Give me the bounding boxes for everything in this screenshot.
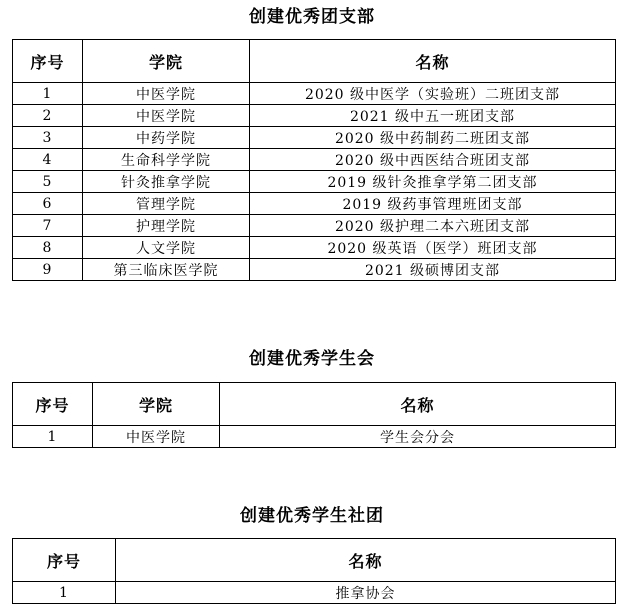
table-row [13,426,616,448]
cell-name: 2020 级中医学（实验班）二班团支部 [250,83,616,105]
cell-college: 中药学院 [83,127,250,149]
header-index: 序号 [13,539,116,582]
cell-college: 管理学院 [83,193,250,215]
table-row [13,83,616,105]
section-title-student-union: 创建优秀学生会 [249,349,375,369]
cell-college: 生命科学学院 [83,149,250,171]
cell-name: 学生会分会 [220,426,616,448]
cell-index: 9 [13,259,83,281]
student-union-table [12,382,616,448]
cell-college: 中医学院 [83,105,250,127]
table-row [13,193,616,215]
cell-index: 7 [13,215,83,237]
cell-college: 中医学院 [93,426,220,448]
table-header-row [13,40,616,83]
header-name: 名称 [116,539,616,582]
cell-name: 2019 级针灸推拿学第二团支部 [250,171,616,193]
header-name: 名称 [220,383,616,426]
table-row [13,237,616,259]
table-row [13,215,616,237]
cell-name: 2020 级英语（医学）班团支部 [250,237,616,259]
cell-index: 1 [13,582,116,604]
header-index: 序号 [13,40,83,83]
cell-name: 2020 级护理二本六班团支部 [250,215,616,237]
table-row [13,171,616,193]
cell-name: 2021 级中五一班团支部 [250,105,616,127]
cell-index: 5 [13,171,83,193]
cell-name: 2021 级硕博团支部 [250,259,616,281]
header-college: 学院 [93,383,220,426]
section-title-youth-league: 创建优秀团支部 [249,7,375,27]
table-row [13,582,616,604]
student-club-table [12,538,616,604]
cell-college: 护理学院 [83,215,250,237]
table-header-row [13,383,616,426]
table-row [13,127,616,149]
table-row [13,259,616,281]
youth-league-branch-table [12,39,616,281]
header-name: 名称 [250,40,616,83]
header-index: 序号 [13,383,93,426]
cell-name: 推拿协会 [116,582,616,604]
cell-index: 6 [13,193,83,215]
cell-name: 2020 级中药制药二班团支部 [250,127,616,149]
cell-college: 中医学院 [83,83,250,105]
table-header-row [13,539,616,582]
cell-index: 4 [13,149,83,171]
cell-name: 2020 级中西医结合班团支部 [250,149,616,171]
cell-index: 1 [13,426,93,448]
table-row [13,105,616,127]
cell-index: 8 [13,237,83,259]
cell-college: 针灸推拿学院 [83,171,250,193]
cell-index: 3 [13,127,83,149]
cell-index: 1 [13,83,83,105]
cell-name: 2019 级药事管理班团支部 [250,193,616,215]
table-row [13,149,616,171]
header-college: 学院 [83,40,250,83]
section-title-student-club: 创建优秀学生社团 [240,506,384,526]
cell-index: 2 [13,105,83,127]
cell-college: 人文学院 [83,237,250,259]
cell-college: 第三临床医学院 [83,259,250,281]
